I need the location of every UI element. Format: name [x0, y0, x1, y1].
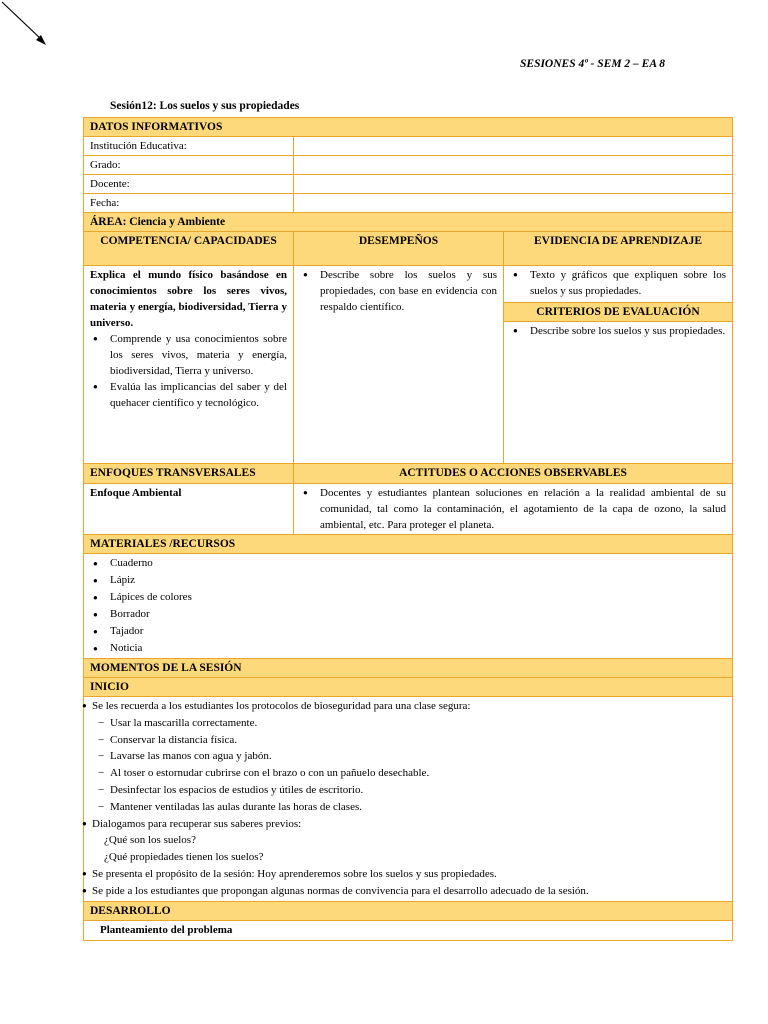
- material-item: ● Lápices de colores: [102, 589, 726, 606]
- inicio-proposito: ● Se presenta el propósito de la sesión: Hoy aprenderemos sobre los suelos y sus propiedades.: [86, 866, 726, 883]
- protocolo-item: − Al toser o estornudar cubrirse con el brazo o con un pañuelo desechable.: [104, 765, 726, 782]
- competencia-main: Explica el mundo físico basándose en conocimientos sobre los seres vivos, materia y energía, biodiversidad, Tierra y universo.: [90, 269, 287, 329]
- desempeno-cell: [294, 266, 504, 464]
- actitud-item: ● Docentes y estudiantes plantean soluciones en relación a la realidad ambiental de su comunidad, tal como la contaminación, el agotamiento de la capa de ozono, la salud ambiental, etc. Para proteger el planeta.: [312, 485, 726, 533]
- material-item: ● Noticia: [102, 640, 726, 657]
- criterio-cell: [504, 322, 733, 464]
- material-item: ● Tajador: [102, 623, 726, 640]
- desempeno-item: ● Describe sobre los suelos y sus propiedades, con base en evidencia con respaldo científico.: [312, 267, 497, 315]
- area-heading: ÁREA: Ciencia y Ambiente: [84, 213, 733, 232]
- capacidad-item: ● Evalúa las implicancias del saber y del quehacer científico y tecnológico.: [102, 379, 287, 411]
- momentos-heading: MOMENTOS DE LA SESIÓN: [84, 659, 733, 678]
- inicio-heading: INICIO: [84, 678, 733, 697]
- session-code: SESIONES 4º - SEM 2 – EA 8: [520, 58, 666, 70]
- value-grado[interactable]: [294, 156, 733, 175]
- inicio-normas: ● Se pide a los estudiantes que propongan algunas normas de convivencia para el desarrollo adecuado de la sesión.: [86, 883, 726, 900]
- protocolo-item: − Usar la mascarilla correctamente.: [104, 715, 726, 732]
- protocolo-item: − Lavarse las manos con agua y jabón.: [104, 748, 726, 765]
- inicio-dialogo: ● Dialogamos para recuperar sus saberes previos:: [86, 816, 726, 833]
- protocolo-item: − Mantener ventiladas las aulas durante las horas de clases.: [104, 799, 726, 816]
- material-item: ● Cuaderno: [102, 555, 726, 572]
- material-item: ● Borrador: [102, 606, 726, 623]
- evidencia-item: ● Texto y gráficos que expliquen sobre los suelos y sus propiedades.: [522, 267, 726, 299]
- desarrollo-heading: DESARROLLO: [84, 901, 733, 920]
- field-institucion: Institución Educativa:: [84, 137, 294, 156]
- enfoque-name: Enfoque Ambiental: [84, 484, 294, 535]
- arrow-graphic: [0, 0, 60, 55]
- enfoques-heading: ENFOQUES TRANSVERSALES: [84, 464, 294, 484]
- value-institucion[interactable]: [294, 137, 733, 156]
- materiales-heading: MATERIALES /RECURSOS: [84, 535, 733, 554]
- evidencia-header: EVIDENCIA DE APRENDIZAJE: [504, 232, 733, 266]
- competencia-cell: [84, 266, 294, 464]
- desempenos-header: DESEMPEÑOS: [294, 232, 504, 266]
- capacidad-item: ● Comprende y usa conocimientos sobre los seres vivos, materia y energía, biodiversidad, Tierra y universo.: [102, 331, 287, 379]
- session-title: Sesión12: Los suelos y sus propiedades: [110, 100, 300, 112]
- field-grado: Grado:: [84, 156, 294, 175]
- criterios-header: CRITERIOS DE EVALUACIÓN: [504, 303, 733, 322]
- protocolo-item: − Desinfectar los espacios de estudios y útiles de escritorio.: [104, 782, 726, 799]
- material-item: ● Lápiz: [102, 572, 726, 589]
- value-fecha[interactable]: [294, 194, 733, 213]
- criterio-item: ● Describe sobre los suelos y sus propiedades.: [522, 323, 726, 339]
- datos-heading: DATOS INFORMATIVOS: [84, 118, 733, 137]
- value-docente[interactable]: [294, 175, 733, 194]
- planteamiento-label: Planteamiento del problema: [84, 920, 733, 940]
- field-fecha: Fecha:: [84, 194, 294, 213]
- pregunta-item: ¿Qué son los suelos?: [104, 834, 196, 847]
- actitud-cell: [294, 484, 733, 535]
- pregunta-item: ¿Qué propiedades tienen los suelos?: [104, 851, 264, 864]
- actitudes-heading: ACTITUDES O ACCIONES OBSERVABLES: [294, 464, 733, 484]
- protocolo-item: − Conservar la distancia física.: [104, 732, 726, 749]
- inicio-intro: ● Se les recuerda a los estudiantes los protocolos de bioseguridad para una clase segura:: [86, 698, 726, 715]
- session-table: [83, 117, 733, 941]
- competencia-header: COMPETENCIA/ CAPACIDADES: [84, 232, 294, 266]
- inicio-cell: [84, 697, 733, 902]
- field-docente: Docente:: [84, 175, 294, 194]
- materiales-cell: [84, 554, 733, 659]
- evidencia-cell: [504, 266, 733, 303]
